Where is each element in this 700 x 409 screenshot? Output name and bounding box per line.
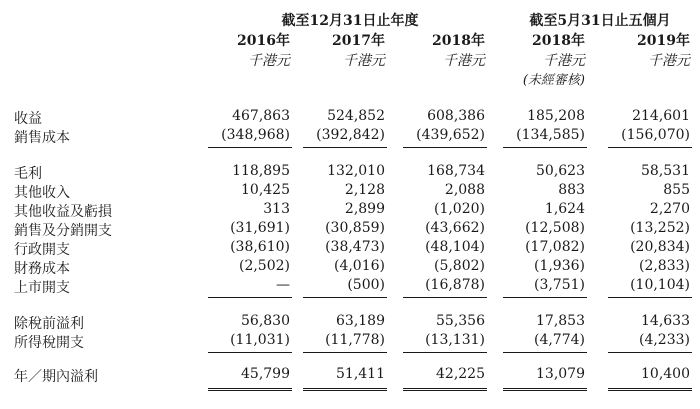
value-cell: (11,031) [230, 332, 290, 348]
value-cell: (10,104) [630, 277, 690, 293]
value-cell: 214,601 [632, 108, 690, 124]
subtotal-underline [208, 297, 292, 298]
row-label: 所得稅開支 [14, 335, 84, 351]
value-cell: (1,936) [533, 258, 585, 274]
value-cell: (17,082) [525, 239, 585, 255]
value-cell: (11,778) [325, 332, 385, 348]
value-cell: 467,863 [232, 108, 290, 124]
value-cell: (13,252) [630, 220, 690, 236]
column-unit: 千港元 [443, 53, 485, 69]
value-cell: 51,411 [336, 366, 385, 382]
value-cell: 14,633 [641, 313, 690, 329]
double-underline [303, 388, 387, 391]
value-cell: (16,878) [425, 277, 485, 293]
five-month-period-header: 截至5月31日止五個月 [529, 13, 671, 29]
column-unit: 千港元 [648, 53, 690, 69]
subtotal-underline [503, 352, 587, 353]
subtotal-underline [403, 352, 487, 353]
column-year: 2016年 [237, 33, 290, 49]
value-cell: 608,386 [427, 108, 485, 124]
value-cell: (2,833) [638, 258, 690, 274]
subtotal-underline [503, 147, 587, 148]
subtotal-underline [403, 297, 487, 298]
value-cell: (4,233) [638, 332, 690, 348]
subtotal-underline [208, 352, 292, 353]
value-cell: 17,853 [536, 313, 585, 329]
subtotal-underline [208, 147, 292, 148]
row-label: 收益 [14, 111, 42, 127]
column-year: 2018年 [432, 33, 485, 49]
row-label: 銷售成本 [14, 130, 70, 146]
value-cell: (43,662) [425, 220, 485, 236]
value-cell: 118,895 [232, 163, 290, 179]
value-cell: — [276, 277, 290, 293]
value-cell: 63,189 [336, 313, 385, 329]
value-cell: 13,079 [536, 366, 585, 382]
subtotal-underline [608, 147, 692, 148]
value-cell: 2,270 [649, 201, 690, 217]
value-cell: (3,751) [533, 277, 585, 293]
double-underline [403, 388, 487, 391]
value-cell: 42,225 [436, 366, 485, 382]
subtotal-underline [403, 147, 487, 148]
double-underline [503, 388, 587, 391]
value-cell: 56,830 [241, 313, 290, 329]
value-cell: 10,425 [241, 182, 290, 198]
column-unit: 千港元 [248, 53, 290, 69]
value-cell: 185,208 [527, 108, 585, 124]
column-year: 2019年 [637, 33, 690, 49]
value-cell: (156,070) [621, 127, 690, 143]
row-label: 毛利 [14, 166, 42, 182]
subtotal-underline [503, 297, 587, 298]
value-cell: (12,508) [525, 220, 585, 236]
value-cell: (30,859) [325, 220, 385, 236]
value-cell: (2,502) [238, 258, 290, 274]
value-cell: (500) [347, 277, 385, 293]
value-cell: 10,400 [641, 366, 690, 382]
value-cell: (13,131) [425, 332, 485, 348]
value-cell: 2,088 [444, 182, 485, 198]
row-label: 行政開支 [14, 242, 70, 258]
value-cell: (5,802) [433, 258, 485, 274]
row-label: 年／期內溢利 [14, 369, 98, 385]
double-underline [208, 388, 292, 391]
value-cell: (20,834) [630, 239, 690, 255]
value-cell: (4,016) [333, 258, 385, 274]
column-unit: 千港元 [543, 53, 585, 69]
row-label: 上市開支 [14, 280, 70, 296]
row-label: 其他收入 [14, 185, 70, 201]
value-cell: 132,010 [327, 163, 385, 179]
value-cell: 45,799 [241, 366, 290, 382]
value-cell: (1,020) [433, 201, 485, 217]
subtotal-underline [608, 352, 692, 353]
value-cell: 524,852 [327, 108, 385, 124]
subtotal-underline [303, 352, 387, 353]
value-cell: 883 [558, 182, 585, 198]
value-cell: 1,624 [544, 201, 585, 217]
annual-period-header: 截至12月31日止年度 [281, 13, 419, 29]
value-cell: 2,899 [344, 201, 385, 217]
value-cell: (439,652) [416, 127, 485, 143]
subtotal-underline [303, 147, 387, 148]
value-cell: 313 [263, 201, 290, 217]
value-cell: (348,968) [221, 127, 290, 143]
value-cell: (134,585) [516, 127, 585, 143]
value-cell: 55,356 [436, 313, 485, 329]
value-cell: (4,774) [533, 332, 585, 348]
value-cell: 50,623 [536, 163, 585, 179]
row-label: 銷售及分銷開支 [14, 223, 112, 239]
column-year: 2018年 [532, 33, 585, 49]
value-cell: (392,842) [316, 127, 385, 143]
double-underline [608, 388, 692, 391]
column-unit: 千港元 [343, 53, 385, 69]
subtotal-underline [608, 297, 692, 298]
subtotal-underline [303, 297, 387, 298]
row-label: 財務成本 [14, 261, 70, 277]
row-label: 除稅前溢利 [14, 316, 84, 332]
value-cell: (48,104) [425, 239, 485, 255]
value-cell: (38,610) [230, 239, 290, 255]
value-cell: 855 [663, 182, 690, 198]
value-cell: 58,531 [641, 163, 690, 179]
column-year: 2017年 [332, 33, 385, 49]
value-cell: (31,691) [230, 220, 290, 236]
value-cell: 168,734 [427, 163, 485, 179]
value-cell: 2,128 [344, 182, 385, 198]
row-label: 其他收益及虧損 [14, 204, 112, 220]
value-cell: (38,473) [325, 239, 385, 255]
column-note: (未經審核) [522, 73, 585, 88]
